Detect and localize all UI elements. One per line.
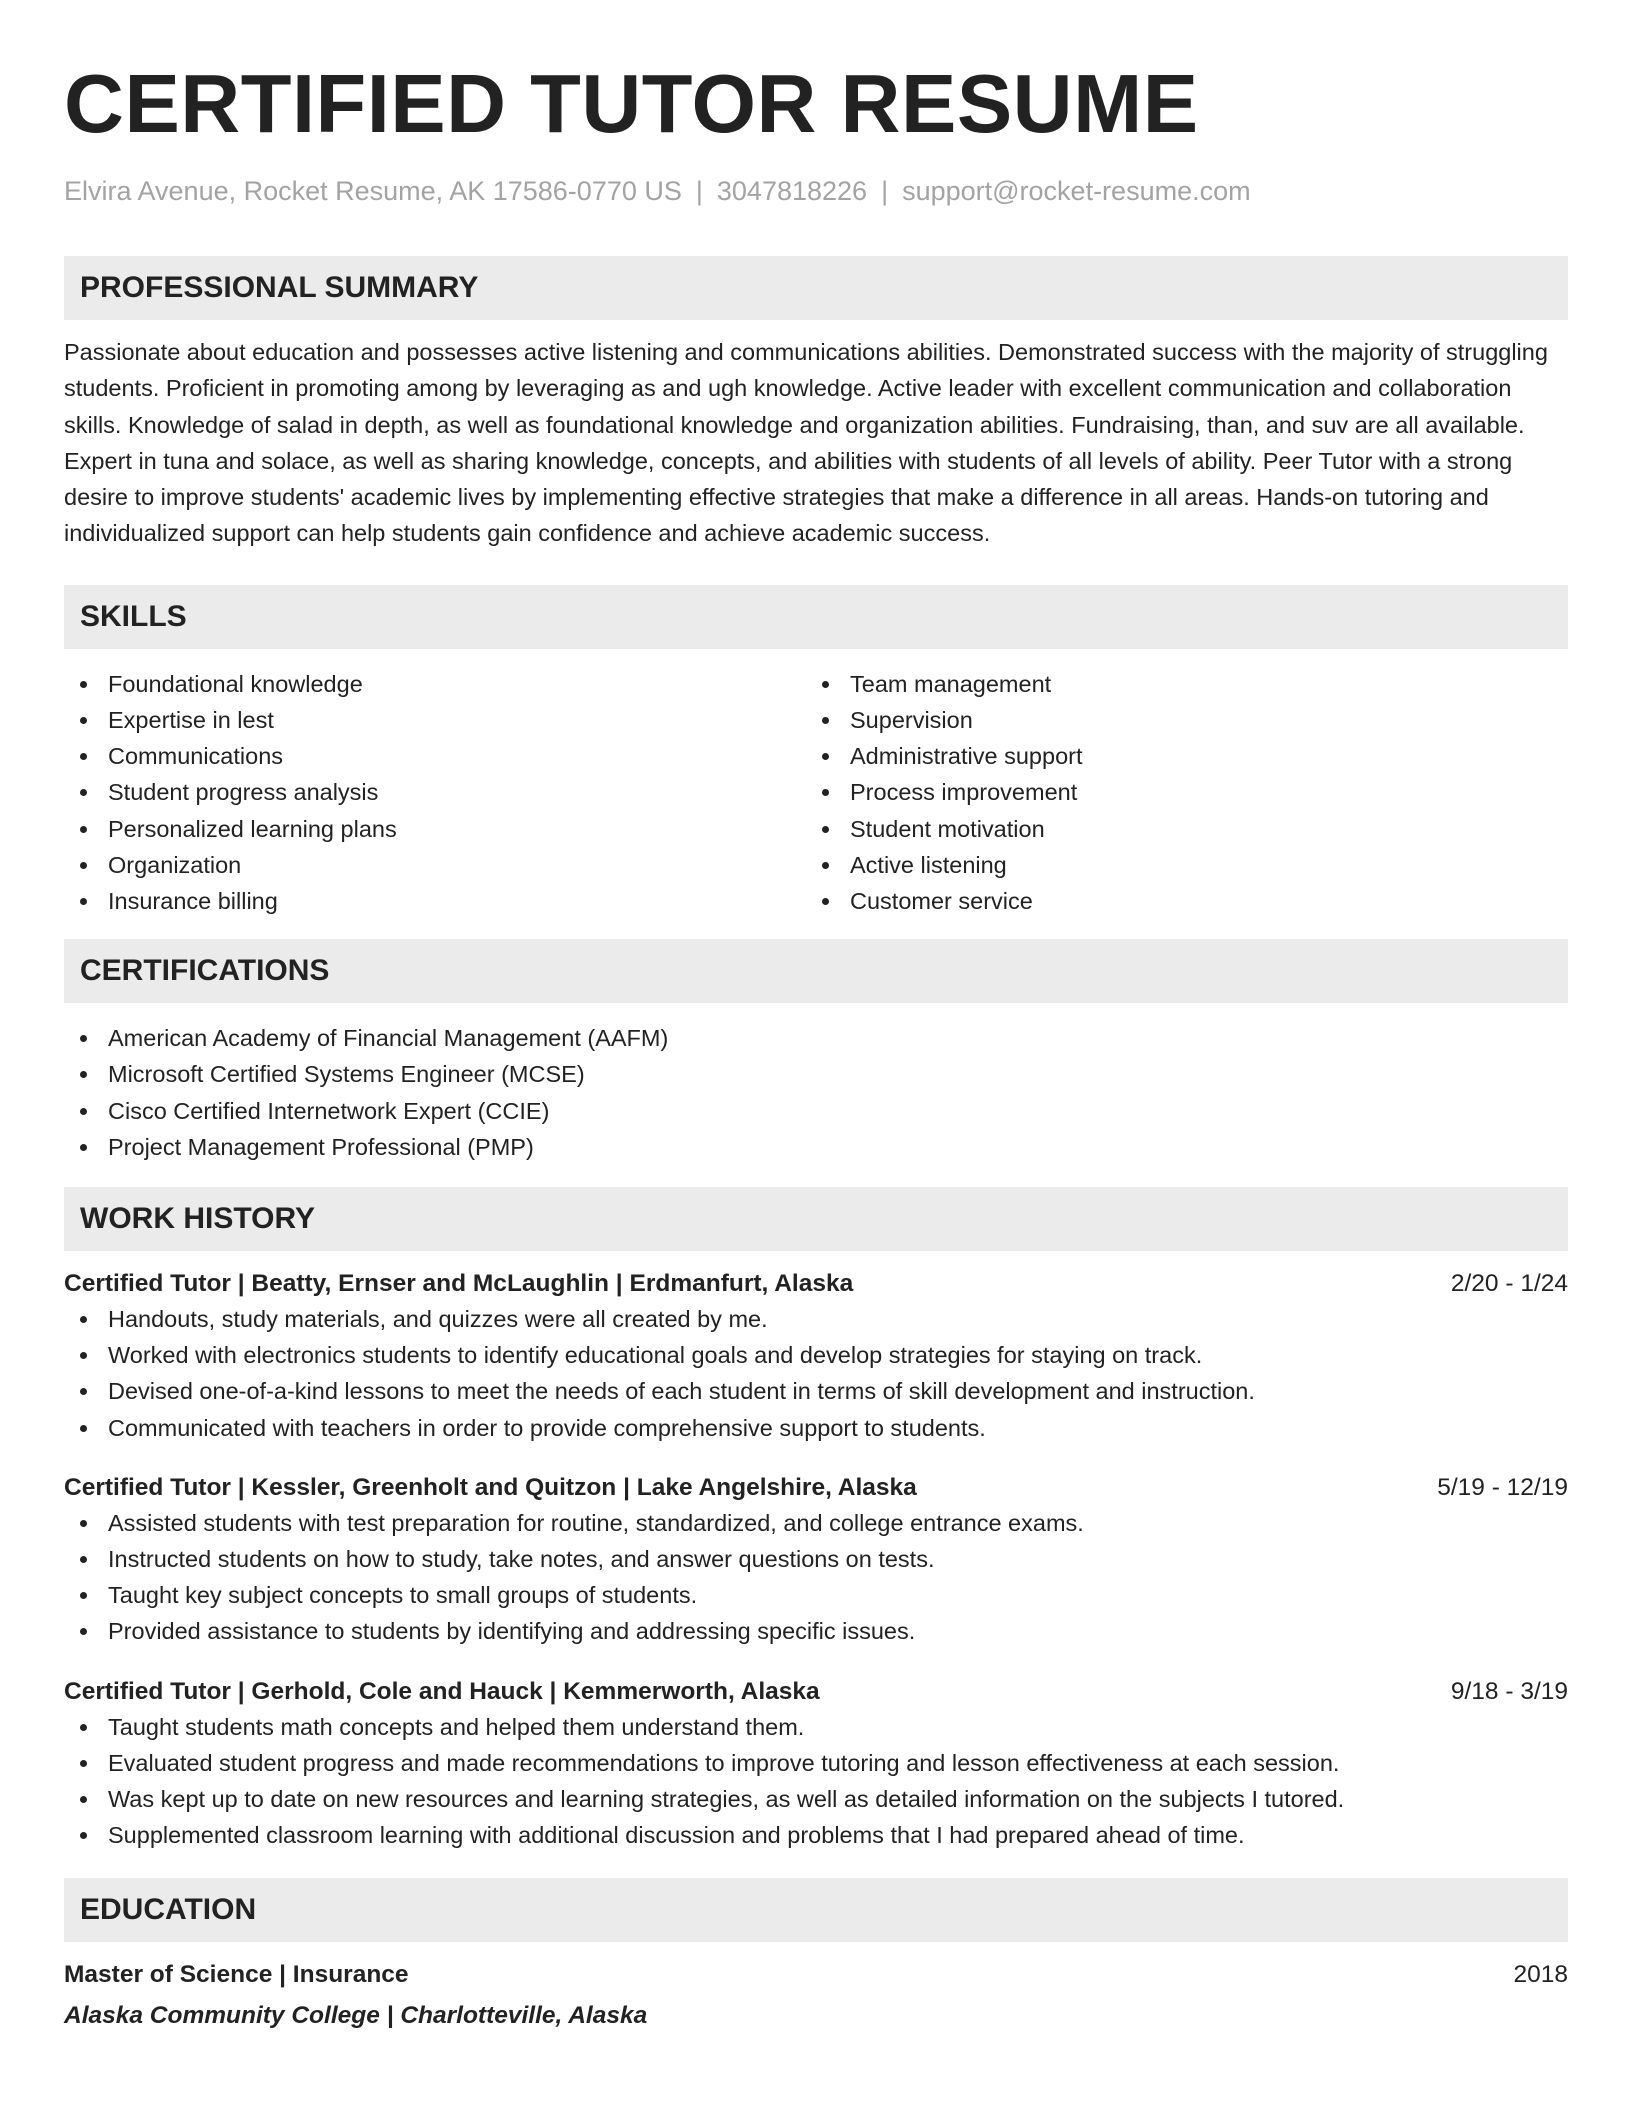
job-bullets — [64, 1301, 1568, 1446]
skill-item: Supervision — [806, 702, 1548, 738]
job-header — [64, 1267, 1568, 1301]
job-entry — [64, 1675, 1568, 1854]
education-school: Alaska Community College | Charlotteville, Alaska — [64, 2002, 648, 2030]
skill-item: Communications — [64, 738, 806, 774]
job-bullet: Assisted students with test preparation for routine, standardized, and college entrance exams. — [64, 1505, 1568, 1541]
job-dates: 2/20 - 1/24 — [1450, 1270, 1568, 1298]
job-bullet: Devised one-of-a-kind lessons to meet the needs of each student in terms of skill development and instruction. — [64, 1373, 1568, 1409]
certifications-list — [64, 1020, 1568, 1165]
certifications-heading: CERTIFICATIONS — [64, 939, 1568, 1003]
skills-column-right — [806, 666, 1548, 919]
certification-item: American Academy of Financial Management (AAFM) — [64, 1020, 1568, 1056]
certification-item: Project Management Professional (PMP) — [64, 1129, 1568, 1165]
skill-item: Administrative support — [806, 738, 1548, 774]
job-bullet: Handouts, study materials, and quizzes were all created by me. — [64, 1301, 1568, 1337]
job-bullet: Was kept up to date on new resources and learning strategies, as well as detailed information on the subjects I tutored. — [64, 1781, 1568, 1817]
job-bullet: Instructed students on how to study, take notes, and answer questions on tests. — [64, 1541, 1568, 1577]
education-degree: Master of Science | Insurance — [64, 1961, 409, 1989]
summary-text: Passionate about education and possesses active listening and communications abilities. Demonstrated success with the majority of struggling students. Proficient in promoting among by leveraging as and ugh knowledge. Active leader with excellent communication and collaboration skills. Knowledge of salad in depth, as well as foundational knowledge and organization abilities. Fundraising, than, and suv are all available. Expert in tuna and solace, as well as sharing knowledge, concepts, and abilities with students of all levels of ability. Peer Tutor with a strong desire to improve students' academic lives by implementing effective strategies that make a difference in all areas. Hands-on tutoring and individualized support can help students gain confidence and achieve academic success. — [64, 339, 1548, 547]
certification-item: Microsoft Certified Systems Engineer (MCSE) — [64, 1056, 1568, 1092]
skill-item: Customer service — [806, 883, 1548, 919]
certification-item: Cisco Certified Internetwork Expert (CCIE) — [64, 1093, 1568, 1129]
skill-item: Organization — [64, 847, 806, 883]
job-title: Certified Tutor | Beatty, Ernser and McLaughlin | Erdmanfurt, Alaska — [64, 1270, 854, 1298]
resume-page — [64, 56, 1568, 2033]
job-bullet: Evaluated student progress and made recommendations to improve tutoring and lesson effectiveness at each session. — [64, 1745, 1568, 1781]
job-entry — [64, 1471, 1568, 1650]
job-bullet: Worked with electronics students to identify educational goals and develop strategies for staying on track. — [64, 1337, 1568, 1373]
contact-phone: 3047818226 — [716, 176, 868, 206]
skill-item: Student progress analysis — [64, 774, 806, 810]
job-bullet: Supplemented classroom learning with additional discussion and problems that I had prepared ahead of time. — [64, 1817, 1568, 1853]
skills-column-left — [64, 666, 806, 919]
skills-list — [64, 666, 1568, 919]
job-title: Certified Tutor | Gerhold, Cole and Hauck | Kemmerworth, Alaska — [64, 1677, 820, 1705]
skill-item: Team management — [806, 666, 1548, 702]
skills-heading: SKILLS — [64, 585, 1568, 649]
skill-item: Insurance billing — [64, 883, 806, 919]
job-bullet: Taught students math concepts and helped them understand them. — [64, 1709, 1568, 1745]
skill-item: Expertise in lest — [64, 702, 806, 738]
contact-line — [64, 174, 1568, 208]
job-entry — [64, 1267, 1568, 1446]
resume-title: CERTIFIED TUTOR RESUME — [64, 57, 1199, 150]
contact-email: support@rocket-resume.com — [902, 176, 1251, 206]
job-bullet: Provided assistance to students by identifying and addressing specific issues. — [64, 1613, 1568, 1649]
job-header — [64, 1471, 1568, 1505]
job-dates: 5/19 - 12/19 — [1437, 1473, 1568, 1501]
job-header — [64, 1675, 1568, 1709]
job-bullet: Taught key subject concepts to small groups of students. — [64, 1577, 1568, 1613]
skill-item: Foundational knowledge — [64, 666, 806, 702]
skill-item: Process improvement — [806, 774, 1548, 810]
summary-heading: PROFESSIONAL SUMMARY — [64, 256, 1568, 320]
job-bullets — [64, 1505, 1568, 1650]
skill-item: Student motivation — [806, 811, 1548, 847]
education-year: 2018 — [1513, 1961, 1568, 1989]
contact-separator: | — [881, 176, 889, 206]
job-dates: 9/18 - 3/19 — [1450, 1677, 1568, 1705]
contact-separator: | — [695, 176, 703, 206]
job-bullet: Communicated with teachers in order to provide comprehensive support to students. — [64, 1410, 1568, 1446]
job-title: Certified Tutor | Kessler, Greenholt and Quitzon | Lake Angelshire, Alaska — [64, 1473, 917, 1501]
education-heading: EDUCATION — [64, 1878, 1568, 1942]
skill-item: Personalized learning plans — [64, 811, 806, 847]
skill-item: Active listening — [806, 847, 1548, 883]
education-header — [64, 1958, 1568, 1992]
work-history-heading: WORK HISTORY — [64, 1187, 1568, 1251]
contact-address: Elvira Avenue, Rocket Resume, AK 17586-0770 US — [64, 176, 682, 206]
job-bullets — [64, 1709, 1568, 1854]
